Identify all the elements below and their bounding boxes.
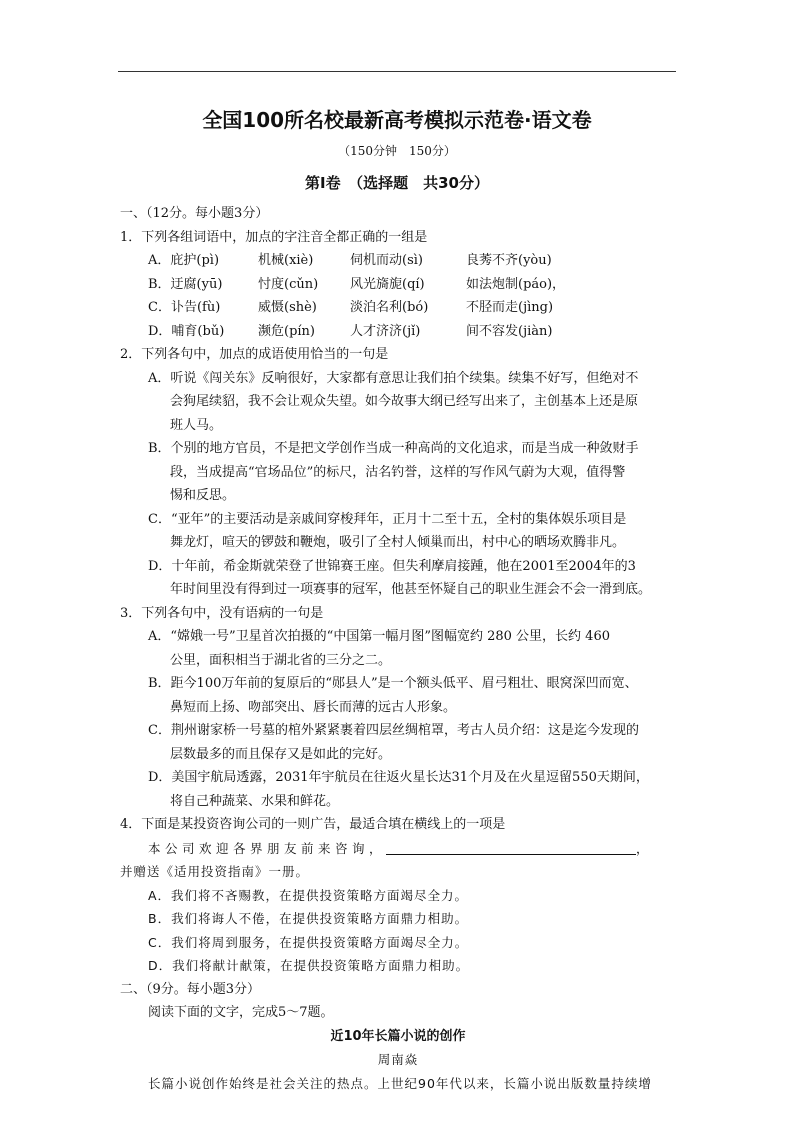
q3-option-b-line1: B．距今100万年前的复原后的“郧县人”是一个额头低平、眉弓粗壮、眼窝深凹而宽、 — [148, 676, 638, 691]
exam-body — [120, 202, 676, 1095]
q2-option-a-line3: 班人马。 — [170, 417, 223, 433]
q3-option-c-line1: C．荆州谢家桥一号墓的棺外紧紧裹着四层丝绸棺罩，考古人员介绍：这是迄今发现的 — [148, 723, 639, 738]
q4-option-d: D．我们将献计献策，在提供投资策略方面鼎力相助。 — [148, 958, 470, 973]
q1-d-word1: D．哺育(bǔ) — [148, 323, 225, 339]
q3-option-d-line2: 将自己种蔬菜、水果和鲜花。 — [170, 793, 340, 809]
article-author: 周南焱 — [377, 1052, 419, 1067]
q1-c-word4: 不胫而走(jìng) — [466, 300, 554, 315]
q4-ad-line2: 并赠送《适用投资指南》一册。 — [120, 864, 310, 879]
q1-b-word1: B．迂腐(yū) — [148, 276, 223, 292]
q3-option-b-line2: 鼻短而上扬、吻部突出、唇长而薄的远古人形象。 — [170, 699, 457, 715]
q2-option-b-line3: 惕和反思。 — [170, 488, 236, 503]
q3-option-d-line1: D．美国宇航局透露，2031年宇航员在往返火星长达31个月及在火星逗留550天期间， — [148, 770, 649, 785]
q1-b-word2: 忖度(cǔn) — [258, 276, 319, 292]
q1-option-d — [120, 320, 676, 344]
q1-a-word4: 良莠不齐(yòu) — [466, 253, 552, 268]
q1-a-word2: 机械(xiè) — [258, 253, 314, 268]
q1-b-word4: 如法炮制(páo)， — [466, 276, 566, 292]
part-heading: 第Ⅰ卷 （选择题 共30分） — [305, 174, 489, 192]
page-title: 全国100所名校最新高考模拟示范卷·语文卷 — [202, 108, 592, 132]
q2-option-b-line1: B．个别的地方官员，不是把文学创作当成一种高尚的文化追求，而是当成一种敛财手 — [148, 441, 639, 456]
section-one-heading: 一、（12分。每小题3分） — [120, 206, 269, 221]
q1-option-b — [120, 273, 676, 297]
q4-ad-comma: ， — [636, 840, 650, 856]
q1-c-word3: 淡泊名利(bó) — [350, 300, 429, 315]
article-title: 近10年长篇小说的创作 — [330, 1028, 466, 1044]
q2-option-a-line2: 会狗尾续貂，我不会让观众失望。如今故事大纲已经写出来了，主创基本上还是原 — [170, 394, 639, 409]
q1-a-word3: 伺机而动(sì) — [350, 253, 423, 268]
q2-option-a-line1: A．听说《闯关东》反响很好，大家都有意思让我们拍个续集。续集不好写，但绝对不 — [148, 370, 639, 386]
q1-c-word2: 威慑(shè) — [258, 300, 317, 315]
q3-option-c-line2: 层数最多的而且保存又是如此的完好。 — [170, 746, 392, 762]
q1-stem: 1．下列各组词语中，加点的字注音全都正确的一组是 — [120, 229, 428, 245]
q4-stem: 4．下面是某投资咨询公司的一则广告，最适合填在横线上的一项是 — [120, 817, 506, 832]
exam-duration: （150分钟 150分） — [338, 144, 456, 158]
q1-option-c — [120, 296, 676, 320]
q1-a-word1: A．庇护(pì) — [148, 253, 220, 268]
q2-stem: 2．下列各句中，加点的成语使用恰当的一句是 — [120, 347, 389, 362]
q2-option-d-line2: 年时间里没有得到过一项赛事的冠军，他甚至怀疑自己的职业生涯会不会一滑到底。 — [170, 582, 652, 597]
q4-ad-text: 本公司欢迎各界朋友前来咨询， — [148, 840, 387, 856]
q4-option-a: A．我们将不吝赐教，在提供投资策略方面竭尽全力。 — [148, 887, 469, 903]
q1-d-word2: 濒危(pín) — [258, 323, 315, 339]
q1-c-word1: C．讣告(fù) — [148, 300, 221, 315]
q3-option-a-line2: 公里，面积相当于湖北省的三分之二。 — [170, 652, 392, 668]
q2-option-b-line2: 段，当成提高“官场品位”的标尺，沽名钓誉，这样的写作风气蔚为大观，值得警 — [170, 464, 626, 480]
q1-b-word3: 风光旖旎(qí) — [350, 276, 425, 292]
q2-option-c-line1: C．“亚年”的主要活动是亲戚间穿梭拜年，正月十二至十五，全村的集体娱乐项目是 — [148, 511, 627, 527]
q3-option-a-line1: A．“嫦娥一号”卫星首次拍摄的“中国第一幅月图”图幅宽约 280 公里，长约 460 — [148, 629, 610, 644]
q1-d-word3: 人才济济(jǐ) — [350, 323, 421, 339]
q4-option-b: B．我们将诲人不倦，在提供投资策略方面鼎力相助。 — [148, 911, 469, 926]
q4-ad-line1 — [120, 837, 676, 861]
header-rule — [118, 71, 676, 72]
q1-d-word4: 间不容发(jiàn) — [466, 323, 553, 339]
reading-intro: 阅读下面的文字，完成5～7题。 — [148, 1005, 334, 1020]
q4-answer-blank[interactable] — [386, 840, 636, 855]
q4-option-c: C．我们将周到服务，在提供投资策略方面竭尽全力。 — [148, 934, 469, 950]
section-two-heading: 二、（9分。每小题3分） — [120, 981, 261, 997]
q1-option-a — [120, 249, 676, 273]
q2-option-d-line1: D．十年前，希金斯就荣登了世锦赛王座。但失利摩肩接踵，他在2001至2004年的3 — [148, 558, 636, 574]
q2-option-c-line2: 舞龙灯，喧天的锣鼓和鞭炮，吸引了全村人倾巢而出，村中心的晒场欢腾非凡。 — [170, 535, 626, 550]
article-first-line: 长篇小说创作始终是社会关注的热点。上世纪90年代以来，长篇小说出版数量持续增 — [148, 1075, 652, 1091]
q3-stem: 3．下列各句中，没有语病的一句是 — [120, 605, 324, 621]
